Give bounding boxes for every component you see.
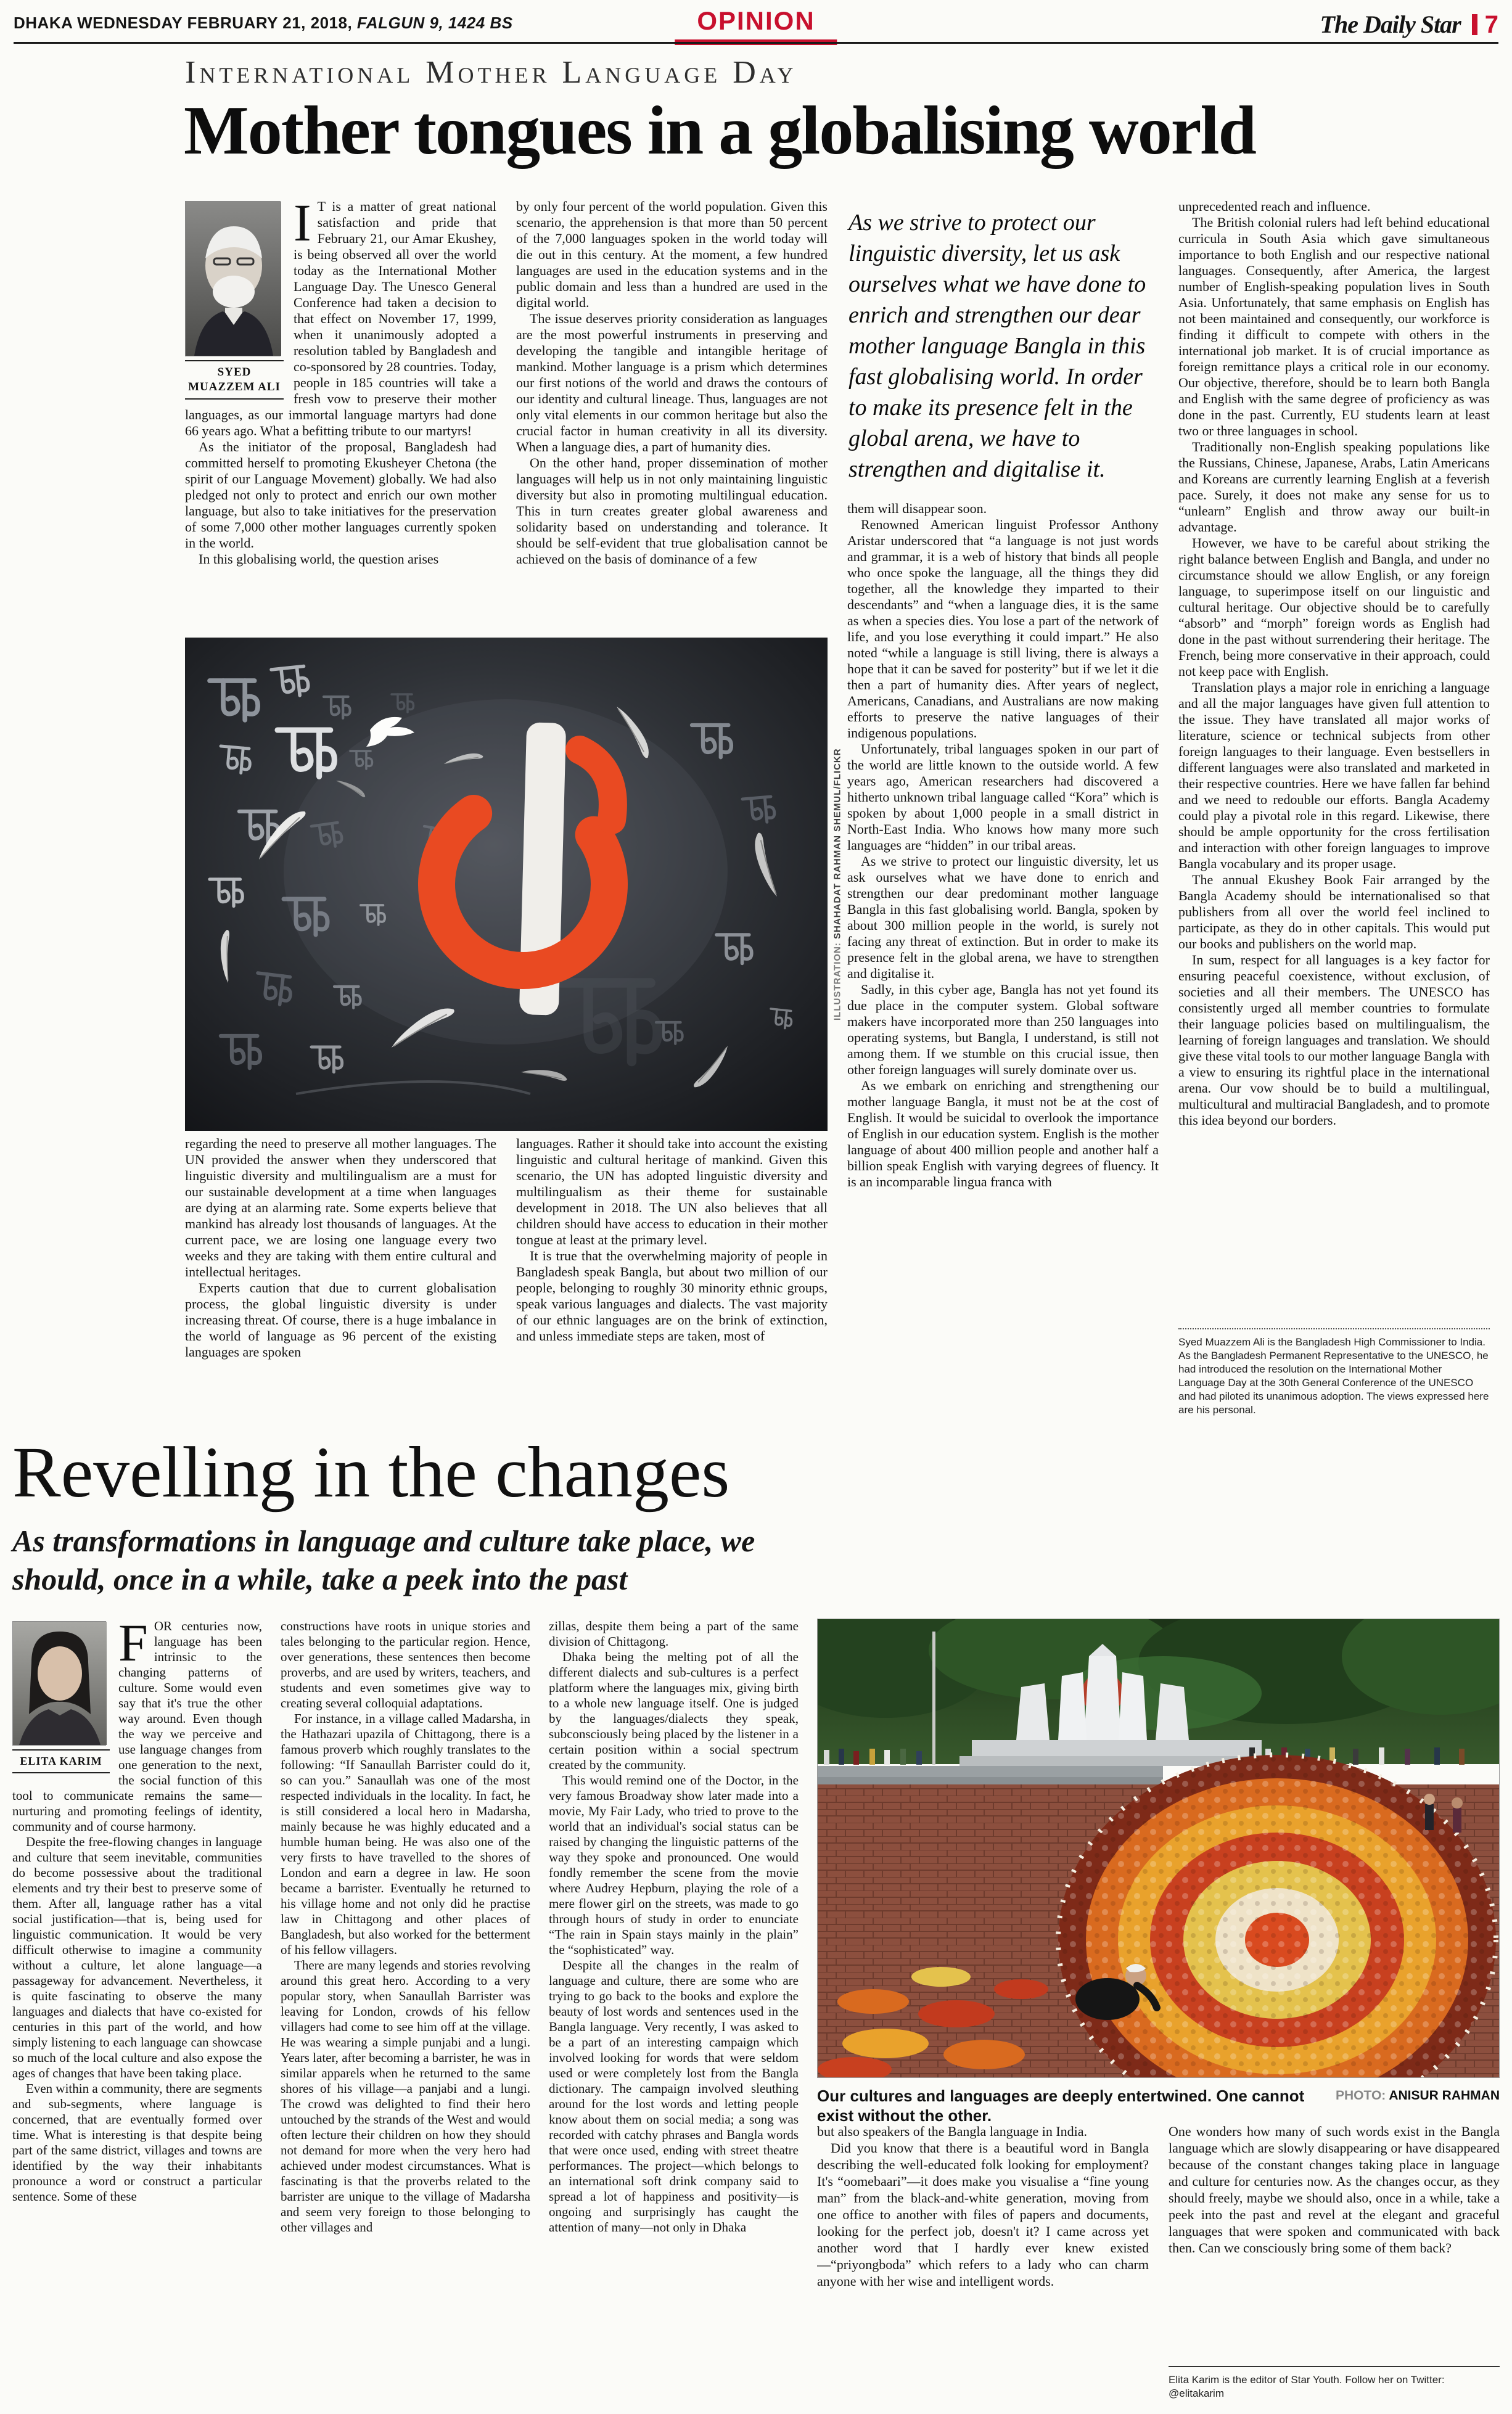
dateline-main: DHAKA WEDNESDAY FEBRUARY 21, 2018, [14,14,353,32]
article2-col2-text [281,1619,530,2235]
article2-column1 [12,1619,262,2403]
section-label: OPINION [675,6,837,45]
paragraph: In sum, respect for all languages is a key factor for ensuring peaceful coexistence, without exclusion, of societies and all their members. The UNESCO has consistently urged all member countries to formulate their language policies based on multilingualism, the learning of foreign languages and translation. We should give these vital tools to our mother language Bangla with a view to ensuring its rightful place in the international arena. Our vow should be to build a multilingual, multicultural and multiracial Bangladesh, and to promote this idea beyond our borders. [1178,952,1490,1128]
article1-column1-top [185,199,496,636]
pull-quote: As we strive to protect our linguistic diversity, let us ask ourselves what we have done to enrich and strengthen our dear mother language Bangla in this fast globalising world. In order to make its presence felt in the global arena, we have to strengthen and digitalise it. [848,210,1146,482]
masthead [14,6,1498,39]
paragraph: For instance, in a village called Madarsha, in the Hathazari upazila of Chittagong, there is a famous proverb which roughly translates to the following: “If Sanaullah Barrister could do it, so can you.” Sanaullah was one of the most respected individuals in the locality. In fact, he is still considered a local hero in Madarsha, mainly because he was highly educated and a humble human being. He was also one of the very firsts to have travelled to the shores of London and earn a degree in law. He soon became a barrister. Eventually he returned to his village home and not only did he practise law in Chittagong and other places of Bangladesh, but also worked for the betterment of his fellow villagers. [281,1711,530,1957]
article2-column3 [549,1619,799,2403]
article1-column3 [847,199,1159,1419]
article1-author-bio: Syed Muazzem Ali is the Bangladesh High Commissioner to India. As the Bangladesh Permanent Representative to the UNESCO, he had introduced the resolution on the International Mother Language Day at the 30th General Conference of the UNESCO and had piloted its unanimous adoption. The views expressed here are his personal. [1178,1328,1490,1417]
paragraph: On the other hand, proper dissemination of mother languages will help us in not only maintaining linguistic diversity but also in promoting multilingual education. This in turn creates greater global awareness and solidarity based on understanding and tolerance. It should be self-evident that true globalisation cannot be achieved on the basis of dominance of a few [516,455,828,567]
article1-column1-bottom [185,1136,496,1419]
paragraph: Translation plays a major role in enriching a language and all the major languages have given full attention to the issue. They have translated all major works of literature, science or technical subjects from other foreign languages to their language. Even bestsellers in different languages were also translated and marketed in their respective countries. Here we have fallen far behind and we need to redouble our efforts. Bangla Academy could play a pivotal role in this regard. Likewise, there should be ample opportunity for the cross fertilisation and interaction with other foreign languages to improve Bangla vocabulary and its proper usage. [1178,679,1490,871]
photo-caption-text: Our cultures and languages are deeply entertwined. One cannot exist without the other. [817,2087,1305,2125]
paragraph: However, we have to be careful about striking the right balance between English and Bangla, and under no circumstance should we allow English, or any foreign language, to superimpose itself on our linguistic and cultural heritage. Our objective should be to carefully “absorb” and “morph” foreign words as English had done in the past without surrendering their heritage. The French, being more conservative in their approach, could not keep pace with English. [1178,535,1490,679]
article2-col4-text [817,2123,1149,2289]
article1-kicker: International Mother Language Day [185,55,797,90]
author2-portrait-graphic [13,1622,107,1745]
paragraph: zillas, despite them being a part of the same division of Chittagong. [549,1619,799,1649]
photo-graphic [818,1619,1499,2077]
illustration-graphic [185,638,828,1131]
article1-col2-bottom-text [516,1136,828,1344]
article1-col3-text [847,501,1159,1190]
dateline [14,14,513,33]
article2-headline: Revelling in the changes [12,1432,730,1513]
article2-col5-text [1169,2123,1500,2256]
paragraph: As we strive to protect our linguistic diversity, let us ask ourselves what we have done to enrich and strengthen our dear predominant mother language Bangla in this fast globalising world. Bangla, spoken by about 300 million people in the world, is surely not facing any threat of extinction. But in order to make its presence felt in the global arena, we have to strengthen and digitalise it. [847,853,1159,981]
shaheed-minar-photo [817,1619,1500,2078]
paragraph: The annual Ekushey Book Fair arranged by the Bangla Academy should be internationalised so that publishers from all over the world feel inclined to participate, as they do in other capitals. This would put our books and publishers on the world map. [1178,872,1490,951]
paragraph: It is true that the overwhelming majority of people in Bangladesh speak Bangla, but about two million of our people, belonging to roughly 30 minority ethnic groups, speak various languages and dialects. The vast majority of our ethnic languages are on the brink of extinction, and unless immediate steps are taken, most of [516,1248,828,1344]
paragraph: The British colonial rulers had left behind educational curricula in South Asia which gave simultaneous importance to both English and our respective national languages. Consequently, after America, the largest number of English-speaking population lives in South Asia. Unfortunately, that same emphasis on English has not been maintained and consequently, our workforce is finding it difficult to compete with others in the international job market. It is of crucial importance as foreign remittance plays a critical role in our economy. Our objective, therefore, should be to learn both Bangla and English with the same degree of proficiency as was done in the past. Currently, EU students learn at least two or three languages in school. [1178,215,1490,438]
article1-col2-text [516,199,828,567]
article1-author-box [185,201,284,400]
paragraph: One wonders how many of such words exist in the Bangla language which are slowly disappearing or have disappeared because of the constant changes taking place in language and culture for centuries now. As the changes occur, as they should freely, maybe we should also, once in a while, take a peek into the past and revel at the elegant and graceful languages that were spoken and communicated with back then. Can we consciously bring some of them back? [1169,2124,1500,2256]
article2-column5 [1169,2123,1500,2403]
article1-column2-bottom [516,1136,828,1419]
bengali-letters-illustration [185,638,828,1131]
paragraph: constructions have roots in unique stories and tales belonging to the particular region. Hence, over generations, these sentences then become proverbs, and are used by writers, teachers, and students and even sometimes give way to creating several colloquial adaptations. [281,1619,530,1710]
article2-column2 [281,1619,530,2403]
photo-credit-label: PHOTO: [1335,2088,1389,2103]
photo-credit [1336,2086,1500,2106]
article2-body [12,1619,1500,2403]
paragraph: regarding the need to preserve all mother languages. The UN provided the answer when they underscored that linguistic diversity and multilingualism are a must for our sustainable development at a time when languages are dying at an alarming rate. Some experts believe that mankind has already lost thousands of languages. At the current pace, we are losing one language every two weeks and they are taking with them entire cultural and intellectual heritages. [185,1136,496,1279]
header-rule [14,42,1498,44]
paragraph: There are many legends and stories revolving around this great hero. According to a very popular story, when Sanaullah Barrister was leaving for London, crowds of his fellow villagers had come to see him off at the village. He was wearing a simple punjabi and a lungi. Years later, after becoming a barrister, he was in similar apparels when he returned to the same shores of his village—a panjabi and a lungi. The crowd was delighted to find their hero untouched by the strands of the West and would often lecture their children on how they should not demand for more when the very hero had achieved under modest circumstances. What is fascinating is that the proverbs related to the barrister are unique to the village of Madarsha and seem very foreign to those belonging to other villages and [281,1958,530,2235]
paragraph: Despite all the changes in the realm of language and culture, there are some who are trying to go back to the books and explore the beauty of lost words and sentences used in the Bangla language. Very recently, I was asked to be a part of an interesting campaign which involved looking for words that were seldom used or were completely lost from the Bangla dictionary. The campaign involved sleuthing around for the lost words and letting people know about them on social media; a song was recorded with catchy phrases and Bangla words that were once used, ending with street theatre performances. The project—which belongs to an international soft drink company said to spread a lot of happiness and positivity—is ongoing and surprisingly has caught the attention of many—not only in Dhaka [549,1958,799,2235]
photo-credit-name: ANISUR RAHMAN [1389,2088,1500,2103]
paragraph: but also speakers of the Bangla language in India. [817,2124,1088,2139]
paragraph: Renowned American linguist Professor Anthony Aristar underscored that “a language is not just words and grammar, it is a web of history that binds all people who once spoke the language, all the things they did together, all the knowledge they imparted to their descendants” and “when a language dies, it is the same as when a species dies. You lose a part of the network of life, and you lose everything it could impart.” He also noted “while a language is still living, there is always a hope that it can be saved for posterity” but if we let it die then a part of humanity dies. After years of neglect, Americans, Canadians, and Australians are now making efforts to preserve the native languages of their indigenous populations. [847,517,1159,741]
paragraph: Despite the free-flowing changes in language and culture that seem inevitable, communities do become possessive about the traditional elements and try their best to preserve some of them. After all, language rather has a vital social justification—that is, being used for linguistic communication. It would be very difficult otherwise to imagine a community without a culture, let alone language—a passageway for advancement. Nevertheless, it is quite fascinating to observe the many languages and dialects that have co-existed for centuries in this part of the world, and how simply listening to each language can showcase so much of the local culture and also expose the ages of changes that have been taking place. [12,1834,262,2080]
article1-column2-top [516,199,828,636]
article1-col1-bottom-text [185,1136,496,1360]
paragraph: Dhaka being the melting pot of all the different dialects and sub-cultures is a perfect platform where the languages mix, giving birth to a whole new language itself. One is judged by the languages/dialects they speak, subconsciously being placed by the listener in a certain position within a social spectrum created by the community. [549,1649,799,1772]
author1-name: SYED MUAZZEM ALI [185,360,284,400]
article2-col3-text [549,1619,799,2235]
paragraph: them will disappear soon. [847,501,987,516]
paragraph: This would remind one of the Doctor, in the very famous Broadway show later made into a movie, My Fair Lady, who tried to prove to the world that an individual's social status can be raised by changing the linguistic patterns of the way they spoke and pronounced. One would fondly remember the scene from the movie where Audrey Hepburn, playing the role of a mere flower girl on the streets, was made to go through hours of study in order to enunciate “The rain in Spain stays mainly in the plain” the “sophisticated” way. [549,1773,799,1957]
paragraph: Experts caution that due to current globalisation process, the global linguistic diversity is under increasing threat. Of course, there is a huge imbalance in the world of language as 96 percent of the existing languages are spoken [185,1280,496,1360]
author2-name: ELITA KARIM [12,1749,110,1773]
illustration-credit-label: ILLUSTRATION: [832,938,843,1020]
article2-author-box [12,1621,110,1773]
paragraph: by only four percent of the world population. Given this scenario, the apprehension is that more than 50 percent of the 7,000 languages spoken in the world today will die out in this century. At the moment, a few hundred languages are used in the education systems and in the public domain and less than a hundred are used in the digital world. [516,199,828,310]
paragraph: unprecedented reach and influence. [1178,199,1371,214]
dateline-bs: FALGUN 9, 1424 BS [352,14,513,32]
illustration-credit-name: SHAHADAT RAHMAN SHEMUL/FLICKR [832,748,843,939]
paragraph: Sadly, in this cyber age, Bangla has not yet found its due place in the computer system. Global software makers have incorporated more than 250 languages into operating systems, but Bangla, I understand, is still not among them. If we stumble on this crucial issue, then other foreign languages will surely dominate over us. [847,982,1159,1077]
paragraph: Traditionally non-English speaking populations like the Russians, Chinese, Japanese, Arabs, Latin Americans and Koreans are currently learning English at a feverish pace. Surely, it does not make any sense for us to “unlearn” English and throw away our built-in advantage. [1178,439,1490,535]
article1-body [185,199,1505,1419]
paragraph: FOR centuries now, language has been intrinsic to the changing patterns of culture. Some would even say that it's true the other way around. Even though the way we perceive and use language changes from one generation to the next, the social function of this tool to communicate remains the same—nurturing and promoting feelings of identity, community and of course harmony. [12,1619,262,1834]
article2-author-bio: Elita Karim is the editor of Star Youth. Follow her on Twitter: @elitakarim [1169,2366,1500,2400]
article2-standfirst: As transformations in language and culture take place, we should, once in a while, take a peek into the past [12,1524,755,1596]
page-number: 7 [1484,11,1498,38]
paragraph: Unfortunately, tribal languages spoken in our part of the world are little known to the outside world. A few years ago, American researchers had discovered a hitherto unknown tribal language called “Kora” which is spoken by about 1,000 people in a small district in North-East India. Who knows how many more such languages are “hidden” in our tribal areas. [847,741,1159,853]
article1-column4 [1178,199,1490,1419]
paragraph: languages. Rather it should take into account the existing linguistic and cultural heritage of mankind. Given this scenario, the UN has adopted linguistic diversity and multilingualism as their theme for sustainable development in 2018. The UN also believes that all children should have access to education in their mother tongue at least at the primary level. [516,1136,828,1247]
illustration-credit [829,638,846,1131]
paragraph: As the initiator of the proposal, Bangladesh had committed herself to promoting Ekusheyer Chetona (the spirit of our Language Movement) globally. We had also pledged not only to protect and enrich our own mother language, but also to take initiatives for the preservation of some 7,000 other mother languages currently spoken in the world. [185,439,496,551]
author-photo-elita-karim [12,1621,106,1746]
article1-col4-text [1178,199,1490,1128]
author1-portrait-graphic [186,202,281,356]
author-photo-syed-muazzem-ali [185,201,281,356]
paragraph: Even within a community, there are segments and sub-segments, where language is concerned, that are eventually formed over time. What is interesting is that despite being part of the same district, villages and towns are identified by the way their inhabitants pronounce a word or construct a particular sentence. Some of these [12,2081,262,2204]
paper-block [1320,10,1498,39]
page-bar [1472,14,1477,35]
paragraph: The issue deserves priority consideration as languages are the most powerful instruments in preserving and developing the tangible and intangible heritage of mankind. Mother language is a prism which determines our first notions of the world and draws the contours of our identity and cultural lineage. Thus, languages are not only vital elements in our common heritage but also the crucial factor in human creativity in all its diversity. When a language dies, a part of humanity dies. [516,311,828,454]
photo-caption [817,2086,1500,2125]
paper-name: The Daily Star [1320,10,1461,38]
paragraph: As we embark on enriching and strengthening our mother language Bangla, it must not be at the cost of English. It would be suicidal to overlook the importance of English in our education system. English is the mother language of about 400 million people and another half a billion speak English with varying degrees of fluency. It is an incomparable lingua franca with [847,1078,1159,1189]
paragraph: IT is a matter of great national satisfaction and pride that February 21, our Amar Ekushey, is being observed all over the world today as the International Mother Language Day. The Unesco General Conference had taken a decision to that effect on November 17, 1999, when it unanimously adopted a resolution tabled by Bangladesh and co-sponsored by 28 countries. Today, people in 185 countries will take a fresh vow to preserve their mother languages, as our immortal language martyrs had done 66 years ago. What a befitting tribute to our martyrs! [185,199,496,438]
paragraph: Did you know that there is a beautiful word in Bangla describing the well-educated folk looking for employment? It's “oomebaari”—it does make you visualise a “fine young man” from the black-and-white generation, moving from one office to another with files of papers and documents, looking for the perfect job, doesn't it? I came across yet another word that I hardly ever knew existed—“priyongboda” which refers to a lady who can charm anyone with her wise and intelligent words. [817,2140,1149,2289]
paragraph: In this globalising world, the question arises [199,551,439,567]
article1-headline: Mother tongues in a globalising world [184,92,1255,169]
article2-column4 [817,2123,1149,2403]
